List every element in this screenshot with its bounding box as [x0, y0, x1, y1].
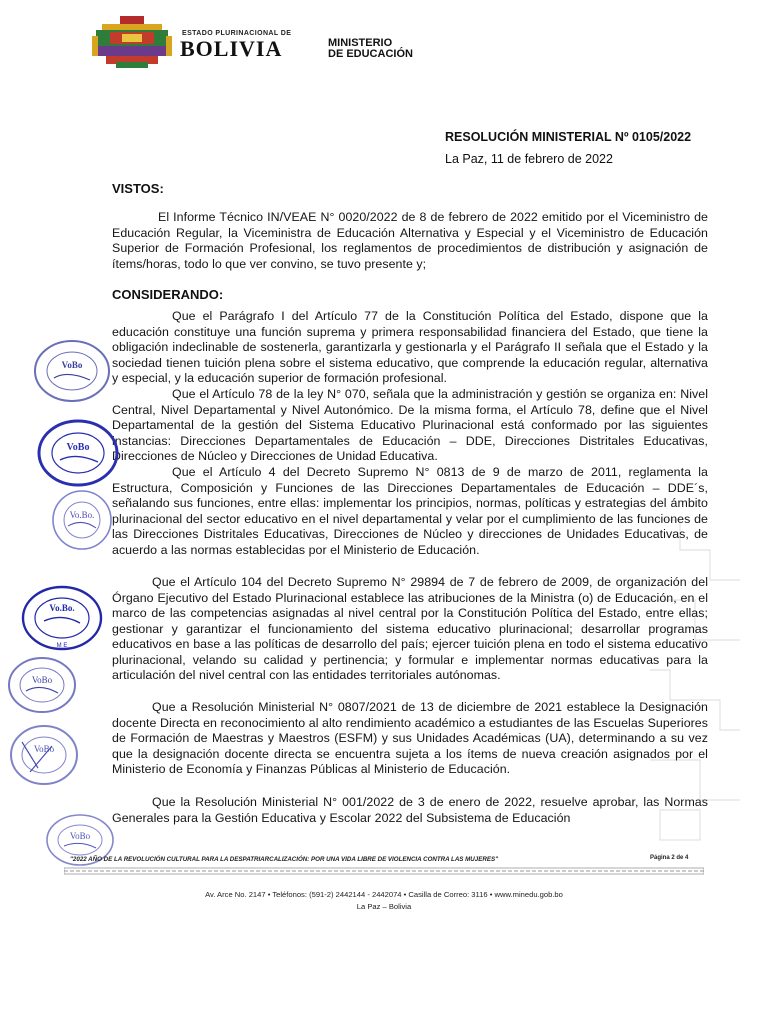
footer-slogan: "2022 AÑO DE LA REVOLUCIÓN CULTURAL PARA LA DESPATRIARCALIZACIÓN: POR UNA VIDA LIBRE DE VIOLENCIA CONTRA LAS MUJERES": [70, 856, 499, 863]
paragraph-considerando-2: Que el Artículo 78 de la ley N° 070, señala que la administración y gestión se organiza en: Nivel Central, Nivel Departamental y Nivel Autonómico. De la misma forma, el Artículo 78, define que el Nivel Departamental de la gestión del Sistema Educativo Plurinacional está conformado por las siguientes instancias: Direcciones Departamentales de Educación – DDE, Direcciones Distritales Educativas, Direcciones de Núcleo y Direcciones de Unidad Educativa.: [112, 387, 708, 463]
heading-considerando: CONSIDERANDO:: [112, 287, 224, 302]
coat-of-arms-logo: [92, 14, 172, 70]
svg-text:M E: M E: [56, 643, 68, 649]
ministry-line-2: DE EDUCACIÓN: [328, 48, 413, 60]
footer-divider-band: [64, 866, 704, 876]
paragraph-considerando-5: Que a Resolución Ministerial N° 0807/2021 de 13 de diciembre de 2021 establece la Designación docente Directa en reconocimiento al alto rendimiento académico a estudiantes de las Escuelas Superiores de Formación de Maestras y Maestros (ESFM) y sus Unidades Académicas (UA), determinando a su vez que la designación docente directa se encuentra sujeta a los ítems de nueva creación asignados por el Ministerio de Economía y Finanzas Públicas al Ministerio de Educación.: [112, 700, 708, 776]
svg-text:VoBo: VoBo: [61, 360, 83, 370]
country-wordmark: BOLIVIA: [180, 36, 283, 61]
approval-stamp-3: [50, 488, 114, 552]
approval-stamp-6: [8, 722, 80, 788]
paragraph-considerando-4: Que el Artículo 104 del Decreto Supremo N° 29894 de 7 de febrero de 2009, de organización del Órgano Ejecutivo del Estado Plurinacional establece las atribuciones de la Ministra (o) de Educación, en el marco de las competencias asignadas al nivel central por la Constitución Política del Estado, entre ellas; gestionar y garantizar el funcionamiento del sistema educativo plurinacional; desarrollar programas educativos en base a las políticas de desarrollo del país; ejercer tuición plena en todo el sistema educativo plurinacional, velando su calidad y pertinencia; y formular e implementar normas educativas para la articulación del nivel central con las entidades territoriales autónomas.: [112, 575, 708, 682]
svg-text:VoBo: VoBo: [66, 442, 90, 453]
svg-text:VoBo: VoBo: [31, 675, 53, 685]
heading-vistos: VISTOS:: [112, 181, 164, 196]
approval-stamp-2: [36, 418, 120, 488]
resolution-title: RESOLUCIÓN MINISTERIAL Nº 0105/2022: [445, 130, 692, 144]
svg-text:Vo.Bo.: Vo.Bo.: [69, 510, 95, 520]
approval-stamp-5: [6, 655, 78, 715]
paragraph-considerando-1: Que el Parágrafo I del Artículo 77 de la Constitución Política del Estado, dispone que la educación constituye una función suprema y primera responsabilidad financiera del Estado, que tiene la obligación indeclinable de sostenerla, garantizarla y gestionarla y el Parágrafo II señala que el Estado y la sociedad tienen tuición plena sobre el sistema educativo, que comprende la educación regular, alternativa y especial, y la educación superior de formación profesional.: [112, 309, 708, 385]
paragraph-vistos: El Informe Técnico IN/VEAE N° 0020/2022 de 8 de febrero de 2022 emitido por el Viceministro de Educación Regular, la Viceministra de Educación Alternativa y Especial y el Viceministro de Educación Superior de Formación Profesional, los reglamentos de procedimientos de distribución y asignación de ítems/horas, todo lo que ver convino, se tuvo presente y;: [112, 210, 708, 271]
svg-text:VoBo: VoBo: [69, 831, 91, 841]
ministry-line-1: MINISTERIO: [328, 37, 393, 49]
state-label: ESTADO PLURINACIONAL DE: [182, 30, 292, 37]
paragraph-considerando-3: Que el Artículo 4 del Decreto Supremo N° 0813 de 9 de marzo de 2011, reglamenta la Estructura, Composición y Funciones de las Direcciones Departamentales de Educación – DDE´s, señalando sus funciones, entre ellas: implementar los principios, normas, políticas y estrategias del ámbito plurinacional del sector educativo en el nivel departamental y velar por el cumplimiento de las funciones de las Direcciones Distritales Educativas, Direcciones de Núcleo y direcciones de Unidades Educativas, de acuerdo a las normas establecidas por el Ministerio de Educación.: [112, 465, 708, 557]
approval-stamp-4: [20, 583, 104, 653]
footer-contact: Av. Arce No. 2147 • Teléfonos: (591-2) 2442144 - 2442074 • Casilla de Correo: 3116 • www.minedu.gob.bo: [205, 890, 563, 899]
resolution-date: La Paz, 11 de febrero de 2022: [445, 152, 613, 166]
svg-text:Vo.Bo.: Vo.Bo.: [49, 603, 75, 613]
ministry-name: [328, 38, 413, 60]
footer-city: La Paz – Bolivia: [356, 902, 412, 911]
page-number: Página 2 de 4: [650, 855, 689, 861]
background-pattern: [640, 500, 750, 860]
approval-stamp-1: [32, 338, 112, 404]
svg-text:VoBo: VoBo: [33, 744, 55, 754]
paragraph-considerando-6: Que la Resolución Ministerial N° 001/2022 de 3 de enero de 2022, resuelve aprobar, las Normas Generales para la Gestión Educativa y Escolar 2022 del Subsistema de Educación: [112, 795, 708, 825]
